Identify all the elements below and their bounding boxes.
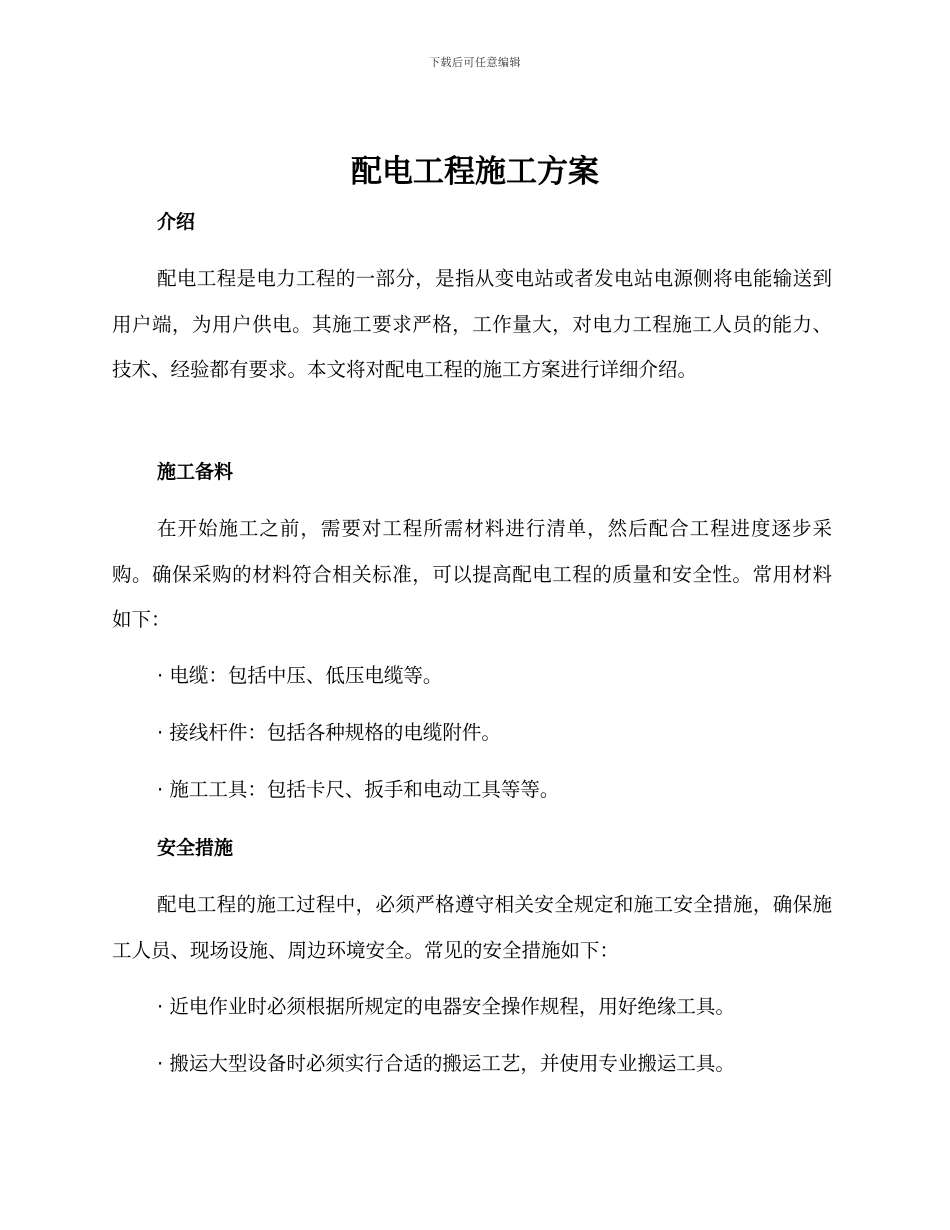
header-note: 下载后可任意编辑 xyxy=(429,56,521,69)
list-item: · 搬运大型设备时必须实行合适的搬运工艺，并使用专业搬运工具。 xyxy=(157,1052,735,1075)
section-heading-materials: 施工备料 xyxy=(157,461,234,483)
list-item: · 施工工具：包括卡尺、扳手和电动工具等等。 xyxy=(157,778,560,801)
safety-paragraph: 配电工程的施工过程中，必须严格遵守相关安全规定和施工安全措施，确保施工人员、现场设施、周边环境安全。常见的安全措施如下： xyxy=(112,893,832,962)
list-item: · 接线杆件：包括各种规格的电缆附件。 xyxy=(157,721,501,744)
section-heading-intro: 介绍 xyxy=(157,211,196,233)
list-item: · 近电作业时必须根据所规定的电器安全操作规程，用好绝缘工具。 xyxy=(157,995,735,1018)
intro-paragraph: 配电工程是电力工程的一部分，是指从变电站或者发电站电源侧将电能输送到用户端，为用户供电。其施工要求严格，工作量大，对电力工程施工人员的能力、技术、经验都有要求。本文将对配电工程的施工方案进行详细介绍。 xyxy=(112,267,832,381)
list-item: · 电缆：包括中压、低压电缆等。 xyxy=(157,664,443,687)
document-title: 配电工程施工方案 xyxy=(351,154,599,190)
section-heading-safety: 安全措施 xyxy=(157,837,234,859)
materials-paragraph: 在开始施工之前，需要对工程所需材料进行清单，然后配合工程进度逐步采购。确保采购的材料符合相关标准，可以提高配电工程的质量和安全性。常用材料如下： xyxy=(112,517,832,631)
